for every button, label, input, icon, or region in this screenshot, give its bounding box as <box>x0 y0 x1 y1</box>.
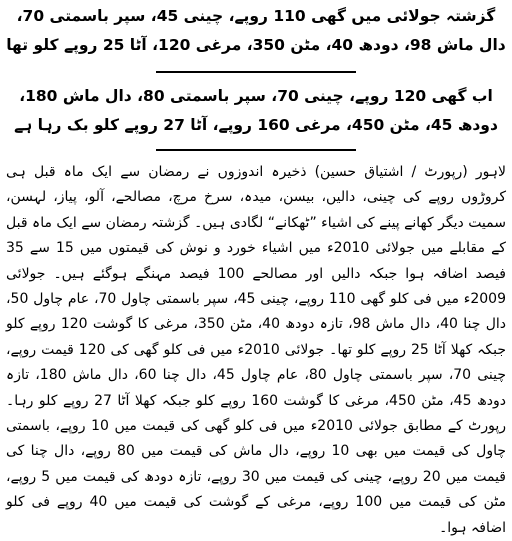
headline-last-year-prices: گزشتہ جولائی میں گھی 110 روپے، چینی 45، سپر باسمتی 70، دال ماش 98، دودھ 40، مٹن 350، مرغی 120، آٹا 25 روپے کلو تھا <box>6 7 506 54</box>
article-body: لاہور (رپورٹ / اشتیاق حسین) ذخیرہ اندوزوں نے رمضان سے ایک ماہ قبل ہی کروڑوں روپے کی چینی، دالیں، بیسن، میدہ، سرخ مرچ، مصالحے، آلو، پیاز، لہسن، سمیت دیگر کھانے پینے کی اشیاء ”ٹھکانے“ لگادی ہیں۔ گزشتہ رمضان سے ایک ماہ قبل کے مقابلے میں جولائی 2010ء میں اشیاء خورد و نوش کی قیمتوں میں 15 سے 35 فیصد اضافہ ہوا جبکہ دالیں اور مصالحے 100 فیصد مہنگے ہوگئے ہیں۔ جولائی 2009ء میں فی کلو گھی 110 روپے، چینی 45، سپر باسمتی چاول 70، عام چاول 50، دال چنا 40، دال ماش 98، تازہ دودھ 40، مٹن 350، مرغی کا گوشت 120 روپے کلو جبکہ کھلا آٹا 25 روپے کلو تھا۔ جولائی 2010ء میں فی کلو گھی کی 120 قیمت روپے، چینی 70، سپر باسمتی چاول 80، عام چاول 45، دال چنا 60، دال ماش 180، تازہ دودھ 45، مٹن 450، مرغی کا گوشت 160 روپے کلو جبکہ کھلا آٹا 27 روپے کلو رہا۔ رپورٹ کے مطابق جولائی 2010ء میں فی کلو گھی کی قیمت میں 10 روپے، باسمتی چاول کی قیمت میں بھی 10 روپے، دال ماش کی قیمت میں 80 روپے، دال چنا کی قیمت میں 20 روپے، چینی کی قیمت میں 30 روپے، تازہ دودھ کی قیمت میں 5 روپے، مٹن کی قیمت میں 100 روپے، مرغی کے گوشت کی قیمت میں 40 روپے فی کلو اضافہ ہوا۔ <box>6 164 507 536</box>
headline-divider <box>156 149 356 151</box>
headline-current-prices: اب گھی 120 روپے، چینی 70، سپر باسمتی 80، دال ماش 180، دودھ 45، مٹن 450، مرغی 160 روپے، آٹا 27 روپے کلو بک رہا ہے <box>14 87 498 134</box>
headline-divider <box>156 71 356 73</box>
